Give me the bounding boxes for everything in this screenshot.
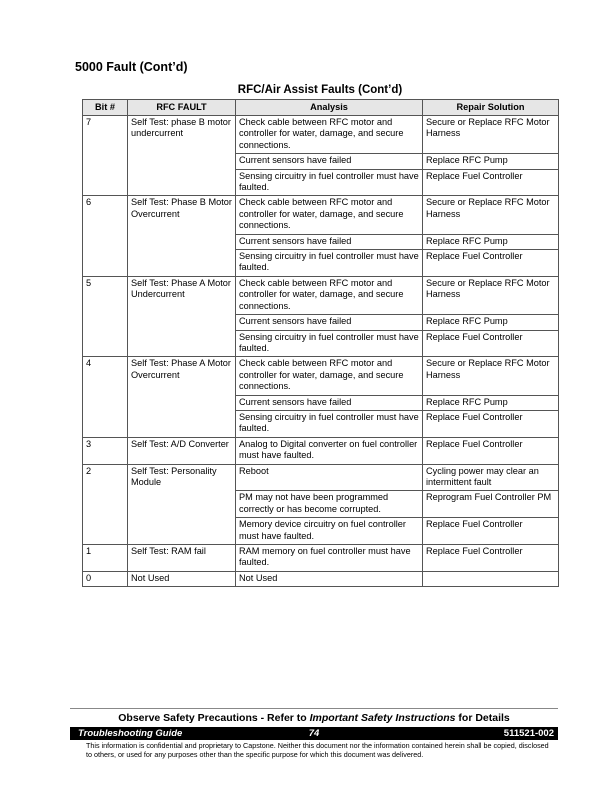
analysis-cell: Current sensors have failed (236, 234, 423, 249)
fault-name-cell: Self Test: phase B motor undercurrent (128, 116, 236, 196)
fault-name-cell: Not Used (128, 571, 236, 586)
repair-solution-cell: Replace Fuel Controller (423, 518, 559, 545)
analysis-cell: RAM memory on fuel controller must have faulted. (236, 545, 423, 572)
repair-solution-cell: Replace Fuel Controller (423, 169, 559, 196)
repair-solution-cell: Replace RFC Pump (423, 234, 559, 249)
table-header-row (83, 100, 559, 116)
repair-solution-cell: Replace RFC Pump (423, 154, 559, 169)
fault-name-cell: Self Test: A/D Converter (128, 437, 236, 464)
repair-solution-cell: Replace Fuel Controller (423, 330, 559, 357)
analysis-cell: Sensing circuitry in fuel controller must have faulted. (236, 169, 423, 196)
guide-title: Troubleshooting Guide (78, 728, 183, 739)
column-header-repair: Repair Solution (423, 100, 559, 116)
repair-solution-cell: Replace RFC Pump (423, 395, 559, 410)
bit-number-cell: 2 (83, 464, 128, 544)
safety-warning-suffix: for Details (455, 712, 510, 724)
bit-number-cell: 5 (83, 276, 128, 356)
fault-name-cell: Self Test: Personality Module (128, 464, 236, 544)
repair-solution-cell: Secure or Replace RFC Motor Harness (423, 357, 559, 395)
analysis-cell: Reboot (236, 464, 423, 491)
analysis-cell: Check cable between RFC motor and controller for water, damage, and secure connections. (236, 196, 423, 234)
bit-number-cell: 6 (83, 196, 128, 276)
repair-solution-cell: Secure or Replace RFC Motor Harness (423, 196, 559, 234)
bit-number-cell: 0 (83, 571, 128, 586)
repair-solution-cell: Reprogram Fuel Controller PM (423, 491, 559, 518)
confidentiality-notice: This information is confidential and proprietary to Capstone. Neither this document nor the information contained herein shall be copied, disclosed to others, or used for any purposes other than the specific purpose for which this document was delivered. (86, 741, 549, 759)
analysis-cell: Check cable between RFC motor and controller for water, damage, and secure connections. (236, 116, 423, 154)
analysis-cell: Current sensors have failed (236, 395, 423, 410)
footer-divider (70, 708, 558, 709)
page-number: 74 (308, 728, 320, 739)
repair-solution-cell: Secure or Replace RFC Motor Harness (423, 116, 559, 154)
repair-solution-cell: Replace Fuel Controller (423, 250, 559, 277)
fault-name-cell: Self Test: Phase B Motor Overcurrent (128, 196, 236, 276)
repair-solution-cell: Replace RFC Pump (423, 315, 559, 330)
document-number: 511521-002 (503, 728, 554, 739)
analysis-cell: Current sensors have failed (236, 154, 423, 169)
bit-number-cell: 3 (83, 437, 128, 464)
repair-solution-cell: Replace Fuel Controller (423, 437, 559, 464)
safety-warning-prefix: Observe Safety Precautions - Refer to (118, 712, 310, 724)
column-header-bit: Bit # (83, 100, 128, 116)
table-row (83, 464, 559, 491)
table-caption: RFC/Air Assist Faults (Cont’d) (237, 84, 403, 96)
analysis-cell: Analog to Digital converter on fuel controller must have faulted. (236, 437, 423, 464)
repair-solution-cell: Secure or Replace RFC Motor Harness (423, 276, 559, 314)
table-row (83, 357, 559, 395)
analysis-cell: Sensing circuitry in fuel controller must have faulted. (236, 410, 423, 437)
fault-table-body (83, 116, 559, 587)
table-row (83, 437, 559, 464)
section-heading: 5000 Fault (Cont’d) (75, 60, 188, 74)
table-row (83, 116, 559, 154)
fault-name-cell: Self Test: Phase A Motor Undercurrent (128, 276, 236, 356)
fault-name-cell: Self Test: Phase A Motor Overcurrent (128, 357, 236, 437)
footer-bar (70, 727, 558, 740)
analysis-cell: Current sensors have failed (236, 315, 423, 330)
repair-solution-cell (423, 571, 559, 586)
bit-number-cell: 4 (83, 357, 128, 437)
repair-solution-cell: Replace Fuel Controller (423, 545, 559, 572)
column-header-fault: RFC FAULT (128, 100, 236, 116)
repair-solution-cell: Replace Fuel Controller (423, 410, 559, 437)
analysis-cell: Sensing circuitry in fuel controller must have faulted. (236, 250, 423, 277)
repair-solution-cell: Cycling power may clear an intermittent fault (423, 464, 559, 491)
table-row (83, 276, 559, 314)
table-row (83, 571, 559, 586)
analysis-cell: Check cable between RFC motor and controller for water, damage, and secure connections. (236, 276, 423, 314)
analysis-cell: PM may not have been programmed correctly or has become corrupted. (236, 491, 423, 518)
bit-number-cell: 7 (83, 116, 128, 196)
bit-number-cell: 1 (83, 545, 128, 572)
analysis-cell: Check cable between RFC motor and controller for water, damage, and secure connections. (236, 357, 423, 395)
analysis-cell: Sensing circuitry in fuel controller must have faulted. (236, 330, 423, 357)
fault-name-cell: Self Test: RAM fail (128, 545, 236, 572)
safety-warning (70, 712, 558, 724)
table-row (83, 196, 559, 234)
analysis-cell: Memory device circuitry on fuel controller must have faulted. (236, 518, 423, 545)
column-header-analysis: Analysis (236, 100, 423, 116)
safety-warning-emphasis: Important Safety Instructions (309, 712, 456, 724)
fault-table (82, 99, 559, 587)
analysis-cell: Not Used (236, 571, 423, 586)
table-row (83, 545, 559, 572)
